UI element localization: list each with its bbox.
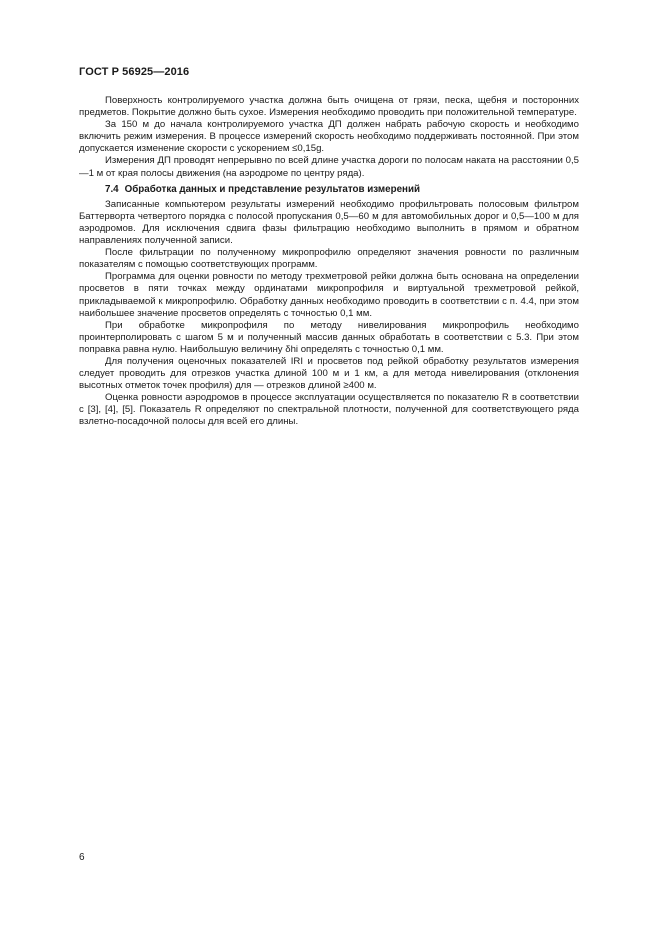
paragraph: Для получения оценочных показателей IRI и просветов под рейкой обработку результатов измерения следует проводить для отрезков участка длиной 100 м и 1 км, а для метода нивелирования (отклонения высотных отметок точек профиля) для — отрезков длиной ≥400 м.	[79, 355, 579, 392]
document-header: ГОСТ Р 56925—2016	[79, 66, 190, 78]
paragraph: Поверхность контролируемого участка должна быть очищена от грязи, песка, щебня и посторонних предметов. Покрытие должно быть сухое. Измерения необходимо проводить при положительной температуре.	[79, 95, 579, 119]
paragraph: После фильтрации по полученному микропрофилю определяют значения ровности по различным показателям с помощью соответствующих программ.	[79, 247, 579, 271]
paragraph: Оценка ровности аэродромов в процессе эксплуатации осуществляется по показателю R в соответствии с [3], [4], [5]. Показатель R определяют по спектральной плотности, полученной для соответствующего ряда взлетно-посадочной полосы для всей его длины.	[79, 392, 579, 428]
paragraph: Программа для оценки ровности по методу трехметровой рейки должна быть основана на определении просветов в пяти точках между ординатами микропрофиля и виртуальной трехметровой рейкой, прикладываемой к микропрофилю. Обработку данных необходимо проводить в соответствии с п. 4.4, при этом наибольшее значение просветов определять с точностью 0,1 мм.	[79, 271, 579, 319]
paragraph: Измерения ДП проводят непрерывно по всей длине участка дороги по полосам наката на расстоянии 0,5—1 м от края полосы движения (на аэродроме по центру ряда).	[79, 155, 579, 179]
paragraph: За 150 м до начала контролируемого участка ДП должен набрать рабочую скорость и необходимо включить режим измерения. В процессе измерений скорость необходимо поддерживать постоянной. При этом допускается изменение скорости с ускорением ≤0,15g.	[79, 119, 579, 155]
section-title: Обработка данных и представление результатов измерений	[124, 183, 421, 195]
section-number: 7.4	[105, 183, 119, 195]
paragraph: Записанные компьютером результаты измерений необходимо профильтровать полосовым фильтром Баттерворта четвертого порядка с полосой пропускания 0,5—60 м для автомобильных дорог и 0,5—100 м для аэродромов. Для исключения сдвига фазы фильтрацию необходимо выполнить в прямом и обратном направлениях полученной записи.	[79, 198, 579, 247]
paragraph: При обработке микропрофиля по методу нивелирования микропрофиль необходимо проинтерполировать с шагом 5 м и полученный массив данных обработать в соответствии с 5.3. При этом поправка равна нулю. Наибольшую величину δhi определять с точностью 0,1 мм.	[79, 319, 579, 355]
page-number: 6	[79, 852, 85, 863]
document-body	[79, 95, 579, 429]
section-heading	[79, 184, 579, 196]
